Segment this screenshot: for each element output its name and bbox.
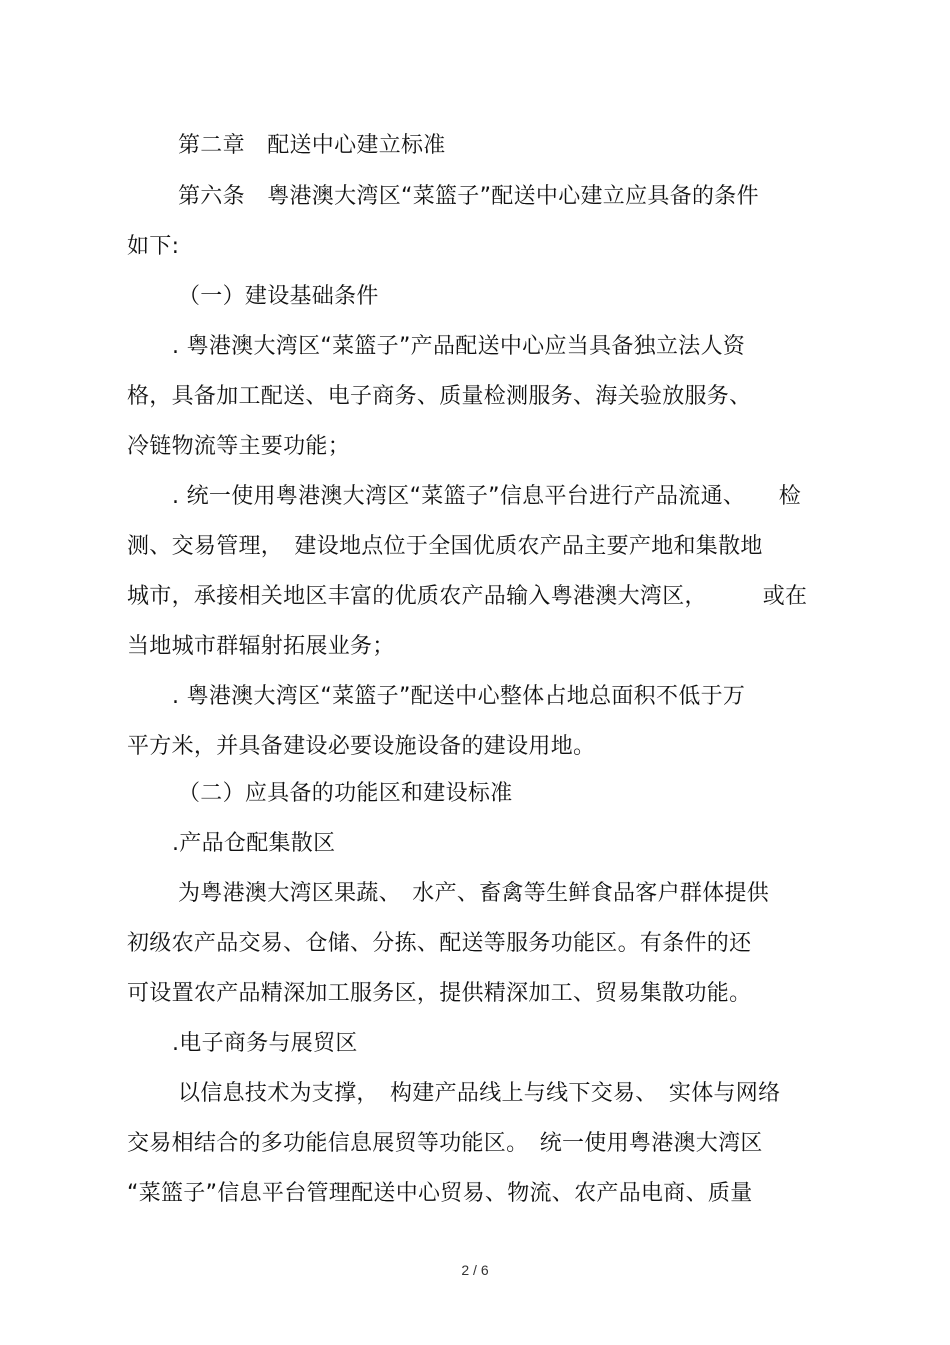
text-line: “菜篮子”信息平台管理配送中心贸易、物流、农产品电商、质量 — [127, 1181, 753, 1206]
text-line: 当地城市群辐射拓展业务； — [127, 634, 395, 659]
text-line: 冷链物流等主要功能； — [127, 434, 351, 459]
text-line: . 粤港澳大湾区“菜篮子”配送中心整体占地总面积不低于万 — [172, 684, 746, 709]
subsection-heading: .产品仓配集散区 — [172, 831, 336, 856]
section-heading: （一）建设基础条件 — [178, 284, 379, 309]
text-line: . 统一使用粤港澳大湾区“菜篮子”信息平台进行产品流通、 检 — [172, 484, 802, 509]
text-line: 平方米，并具备建设必要设施设备的建设用地。 — [127, 734, 596, 759]
text-line: 格，具备加工配送、电子商务、质量检测服务、海关验放服务、 — [127, 384, 752, 409]
text-line: 如下: — [127, 234, 180, 259]
text-line: . 粤港澳大湾区“菜篮子”产品配送中心应当具备独立法人资 — [172, 334, 746, 359]
text-line: 以信息技术为支撑， 构建产品线上与线下交易、 实体与网络 — [178, 1081, 781, 1106]
text-line: 初级农产品交易、仓储、分拣、配送等服务功能区。有条件的还 — [127, 931, 752, 956]
text-line: 城市，承接相关地区丰富的优质农产品输入粤港澳大湾区， 或在 — [127, 584, 808, 609]
section-heading: （二）应具备的功能区和建设标准 — [178, 781, 513, 806]
page-number: 2 / 6 — [461, 1262, 489, 1278]
article-heading: 第六条 粤港澳大湾区“菜篮子”配送中心建立应具备的条件 — [178, 184, 759, 209]
text-line: 为粤港澳大湾区果蔬、 水产、畜禽等生鲜食品客户群体提供 — [178, 881, 770, 906]
text-line: 测、交易管理， 建设地点位于全国优质农产品主要产地和集散地 — [127, 534, 763, 559]
text-line: 可设置农产品精深加工服务区，提供精深加工、贸易集散功能。 — [127, 981, 752, 1006]
subsection-heading: .电子商务与展贸区 — [172, 1031, 358, 1056]
chapter-heading: 第二章 配送中心建立标准 — [178, 133, 446, 158]
text-line: 交易相结合的多功能信息展贸等功能区。 统一使用粤港澳大湾区 — [127, 1131, 763, 1156]
